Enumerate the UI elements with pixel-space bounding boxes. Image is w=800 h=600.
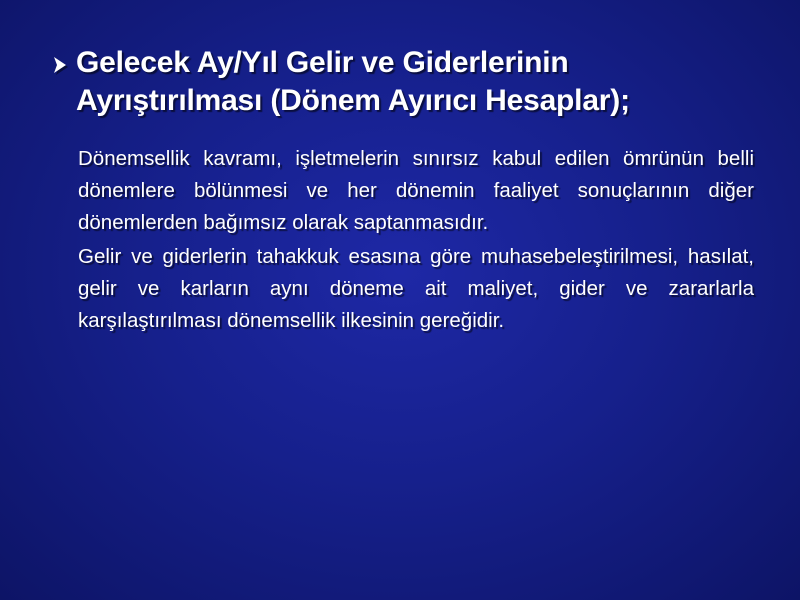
paragraph-accrual: Gelir ve giderlerin tahakkuk esasına göre muhasebeleştirilmesi, hasılat, gelir ve karların aynı döneme ait maliyet, gider ve zararlarla karşılaştırılması dönemsellik ilkesinin gereğidir.	[78, 245, 754, 332]
slide-title	[76, 44, 630, 120]
body-text	[78, 143, 754, 337]
heading-block	[50, 44, 770, 120]
arrow-bullet-icon	[50, 54, 76, 81]
slide-title-line-2: Ayrıştırılması (Dönem Ayırıcı Hesaplar);	[76, 84, 630, 117]
slide-title-line-1: Gelecek Ay/Yıl Gelir ve Giderlerinin	[76, 46, 569, 79]
paragraph-definition: Dönemsellik kavramı, işletmelerin sınırsız kabul edilen ömrünün belli dönemlere bölünmesi ve her dönemin faaliyet sonuçlarının diğer dönemlerden bağımsız olarak saptanmasıdır.	[78, 147, 754, 234]
